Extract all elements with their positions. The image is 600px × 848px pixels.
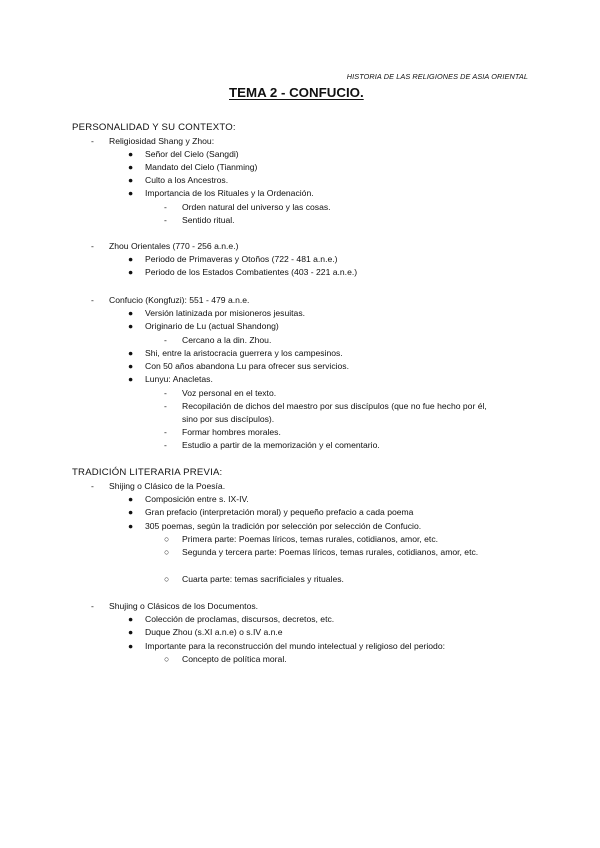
circle-marker: ○ <box>164 574 170 584</box>
dash-marker: - <box>164 440 167 450</box>
list-item-gran-prefacio: Gran prefacio (interpretación moral) y pequeño prefacio a cada poema <box>145 507 414 517</box>
list-item-sangdi: Señor del Cielo (Sangdi) <box>145 149 239 159</box>
list-item-305-poemas: 305 poemas, según la tradición por selección por selección de Confucio. <box>145 521 422 531</box>
section-title-tradicion: TRADICIÓN LITERARIA PREVIA: <box>72 467 223 478</box>
list-item-composicion: Composición entre s. IX-IV. <box>145 494 249 504</box>
bullet-marker: ● <box>128 267 134 277</box>
list-item-originario: Originario de Lu (actual Shandong) <box>145 321 279 331</box>
list-item-version: Versión latinizada por misioneros jesuitas. <box>145 308 306 318</box>
circle-marker: ○ <box>164 547 170 557</box>
list-item-cuarta-parte: Cuarta parte: temas sacrificiales y rituales. <box>182 574 344 584</box>
list-item-coleccion: Colección de proclamas, discursos, decretos, etc. <box>145 614 335 624</box>
list-item-orden: Orden natural del universo y las cosas. <box>182 202 331 212</box>
list-item-con50: Con 50 años abandona Lu para ofrecer sus servicios. <box>145 361 349 371</box>
bullet-marker: ● <box>128 175 134 185</box>
list-item-combatientes: Periodo de los Estados Combatientes (403 - 221 a.n.e.) <box>145 267 358 277</box>
bullet-marker: ● <box>128 361 134 371</box>
bullet-marker: ● <box>128 521 134 531</box>
dash-marker: - <box>164 401 167 411</box>
bullet-marker: ● <box>128 614 134 624</box>
list-item-religiosidad: Religiosidad Shang y Zhou: <box>109 136 215 146</box>
list-item-lunyu: Lunyu: Anacletas. <box>145 374 213 384</box>
list-item-cercano: Cercano a la din. Zhou. <box>182 335 272 345</box>
list-item-primera-parte: Primera parte: Poemas líricos, temas rurales, cotidianos, amor, etc. <box>182 534 438 544</box>
running-header: HISTORIA DE LAS RELIGIONES DE ASIA ORIENTAL <box>346 72 528 81</box>
dash-marker: - <box>164 202 167 212</box>
bullet-marker: ● <box>128 494 134 504</box>
list-item-zhou: Zhou Orientales (770 - 256 a.n.e.) <box>109 241 239 251</box>
bullet-marker: ● <box>128 507 134 517</box>
bullet-marker: ● <box>128 348 134 358</box>
list-item-tianming: Mandato del Cielo (Tianming) <box>145 162 258 172</box>
bullet-marker: ● <box>128 641 134 651</box>
bullet-marker: ● <box>128 149 134 159</box>
page-title: TEMA 2 - CONFUCIO. <box>229 85 364 100</box>
bullet-marker: ● <box>128 162 134 172</box>
bullet-marker: ● <box>128 188 134 198</box>
list-item-primaveras: Periodo de Primaveras y Otoños (722 - 481 a.n.e.) <box>145 254 338 264</box>
dash-marker: - <box>91 241 94 251</box>
dash-marker: - <box>91 295 94 305</box>
dash-marker: - <box>91 136 94 146</box>
list-item-concepto: Concepto de política moral. <box>182 654 287 664</box>
bullet-marker: ● <box>128 321 134 331</box>
dash-marker: - <box>164 427 167 437</box>
dash-marker: - <box>164 388 167 398</box>
list-item-voz: Voz personal en el texto. <box>182 388 277 398</box>
dash-marker: - <box>91 481 94 491</box>
list-item-estudio: Estudio a partir de la memorización y el comentario. <box>182 440 380 450</box>
list-item-rituales: Importancia de los Rituales y la Ordenación. <box>145 188 314 198</box>
list-item-recopilacion: Recopilación de dichos del maestro por sus discípulos (que no fue hecho por él, sino por sus discípulos). <box>182 401 487 424</box>
bullet-marker: ● <box>128 627 134 637</box>
dash-marker: - <box>164 335 167 345</box>
list-item-shijing: Shijing o Clásico de la Poesía. <box>109 481 226 491</box>
list-item-sentido: Sentido ritual. <box>182 215 235 225</box>
section-title-personalidad: PERSONALIDAD Y SU CONTEXTO: <box>72 122 236 133</box>
list-item-confucio: Confucio (Kongfuzi): 551 - 479 a.n.e. <box>109 295 250 305</box>
list-item-shujing: Shujing o Clásicos de los Documentos. <box>109 601 259 611</box>
list-item-ancestros: Culto a los Ancestros. <box>145 175 229 185</box>
circle-marker: ○ <box>164 654 170 664</box>
bullet-marker: ● <box>128 254 134 264</box>
list-item-formar: Formar hombres morales. <box>182 427 281 437</box>
dash-marker: - <box>91 601 94 611</box>
bullet-marker: ● <box>128 374 134 384</box>
list-item-importante: Importante para la reconstrucción del mundo intelectual y religioso del periodo: <box>145 641 445 651</box>
bullet-marker: ● <box>128 308 134 318</box>
dash-marker: - <box>164 215 167 225</box>
list-item-segunda-parte: Segunda y tercera parte: Poemas líricos, temas rurales, cotidianos, amor, etc. <box>182 547 479 557</box>
list-item-duque: Duque Zhou (s.XI a.n.e) o s.IV a.n.e <box>145 627 283 637</box>
list-item-shi: Shi, entre la aristocracia guerrera y los campesinos. <box>145 348 343 358</box>
circle-marker: ○ <box>164 534 170 544</box>
